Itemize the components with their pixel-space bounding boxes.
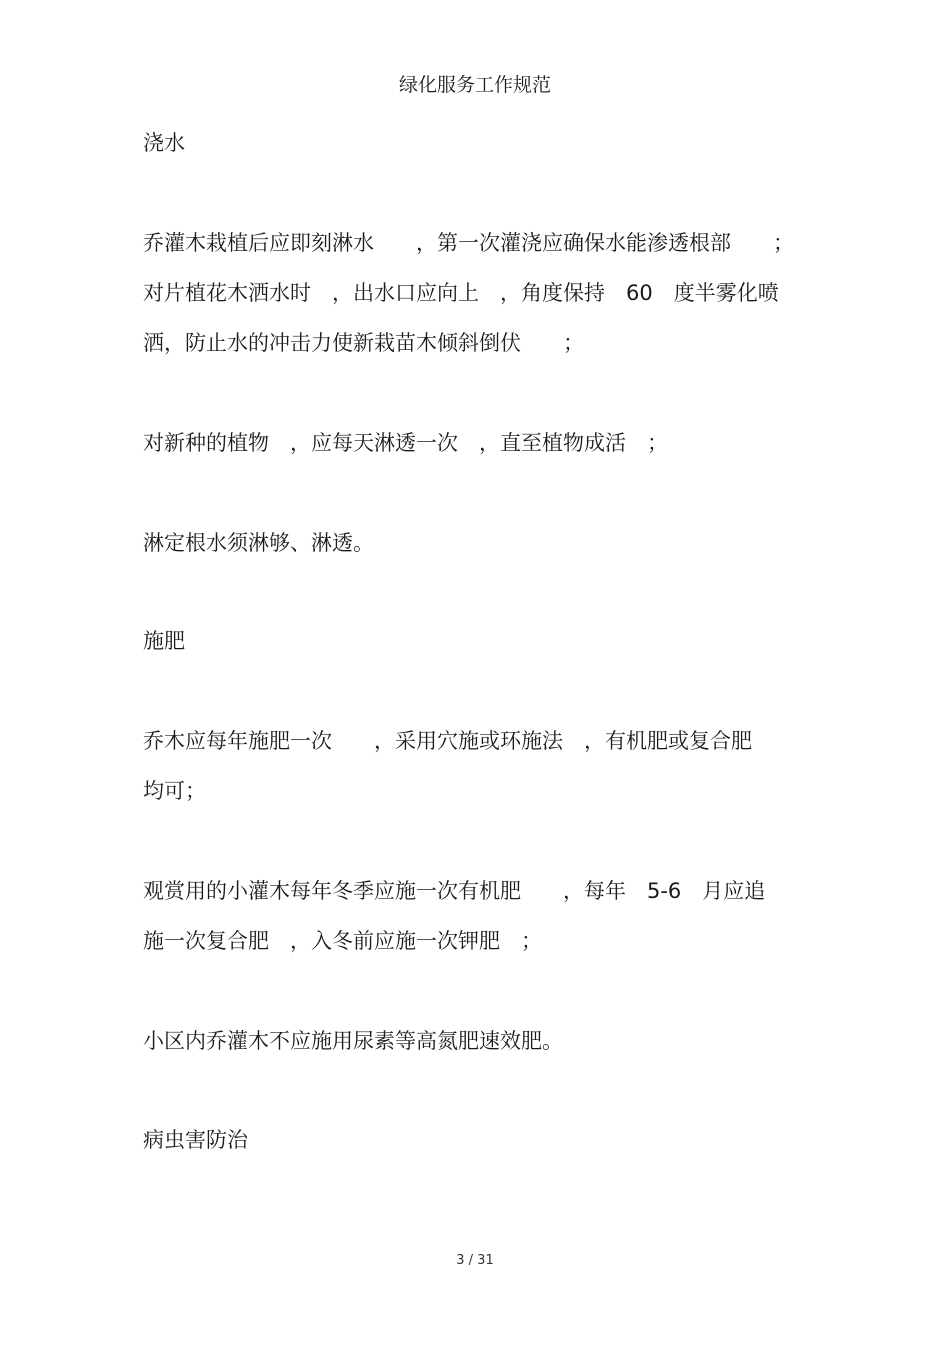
section-title-fertilizing: 施肥 <box>143 629 185 653</box>
paragraph-line: 对片植花木洒水时 ，出水口应向上 ，角度保持 60 度半雾化喷 <box>143 281 779 305</box>
paragraph-line: 观赏用的小灌木每年冬季应施一次有机肥 ，每年 5-6 月应追 <box>143 879 766 903</box>
paragraph-line: 施一次复合肥 ，入冬前应施一次钾肥 ； <box>143 929 542 953</box>
paragraph-line: 淋定根水须淋够、淋透。 <box>143 531 374 555</box>
paragraph-line: 乔木应每年施肥一次 ，采用穴施或环施法 ，有机肥或复合肥 <box>143 729 752 753</box>
section-title-pest-control: 病虫害防治 <box>143 1128 248 1152</box>
document-header: 绿化服务工作规范 <box>398 74 551 96</box>
paragraph-line: 小区内乔灌木不应施用尿素等高氮肥速效肥。 <box>143 1029 563 1053</box>
section-title-watering: 浇水 <box>143 131 185 155</box>
page-number: 3 / 31 <box>456 1253 494 1268</box>
paragraph-line: 对新种的植物 ，应每天淋透一次 ，直至植物成活 ； <box>143 431 668 455</box>
paragraph-line: 乔灌木栽植后应即刻淋水 ，第一次灌浇应确保水能渗透根部 ； <box>143 231 794 255</box>
paragraph-line: 均可； <box>143 779 206 803</box>
paragraph-line: 洒，防止水的冲击力使新栽苗木倾斜倒伏 ； <box>143 331 584 355</box>
